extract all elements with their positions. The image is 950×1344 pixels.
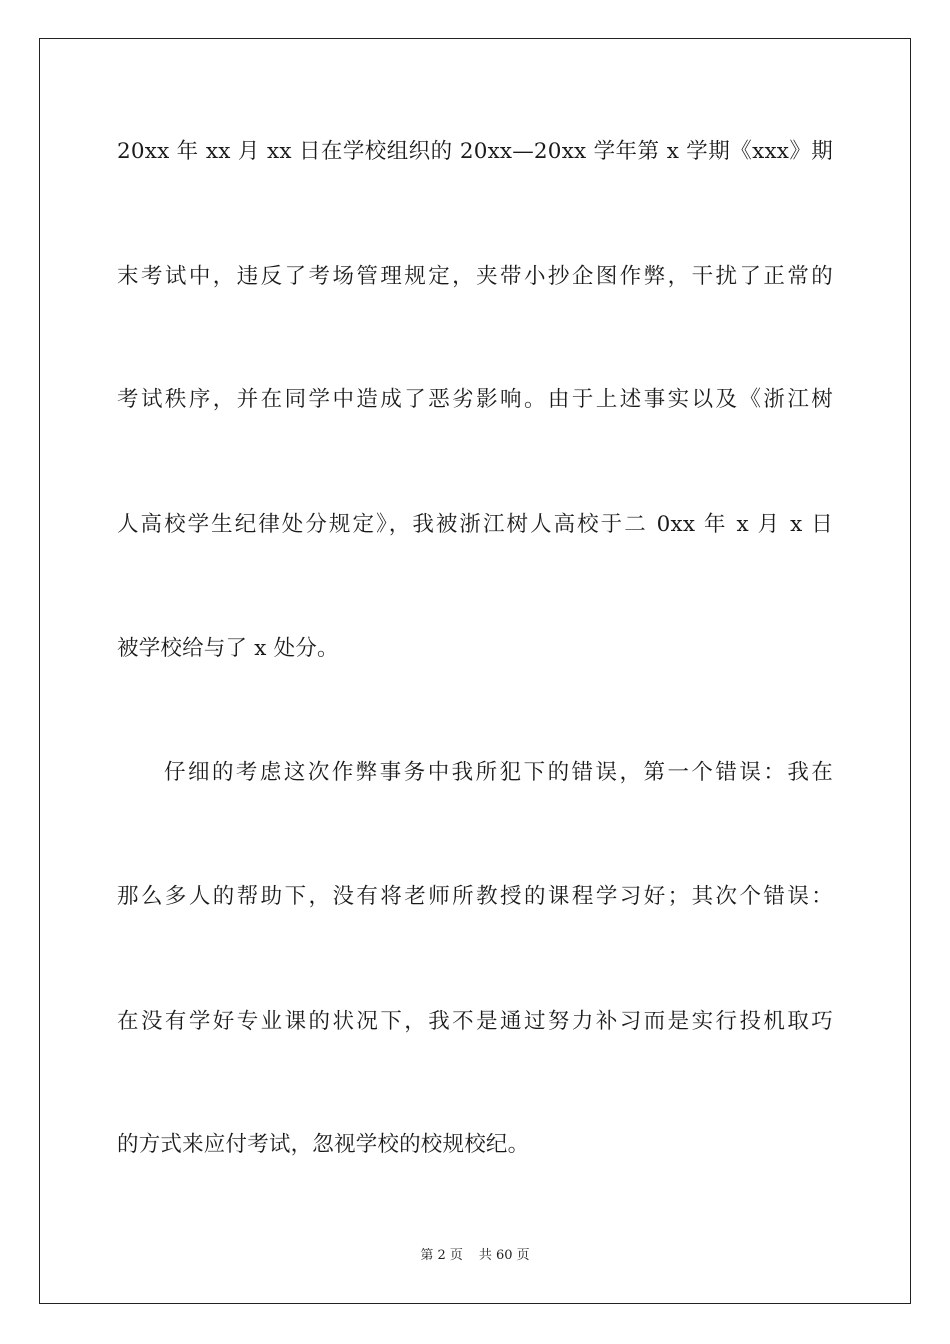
paragraph-line: 仔细的考虑这次作弊事务中我所犯下的错误，第一个错误：我在 bbox=[164, 760, 833, 785]
paragraph-line: 那么多人的帮助下，没有将老师所教授的课程学习好；其次个错误： bbox=[117, 884, 833, 909]
page-border bbox=[39, 38, 911, 1304]
page-footer bbox=[0, 1247, 950, 1265]
page-number: 第 2 页 bbox=[420, 1248, 463, 1263]
paragraph-line: 20xx 年 xx 月 xx 日在学校组织的 20xx—20xx 学年第 x 学期《xxx》期 bbox=[117, 139, 833, 164]
paragraph-line: 的方式来应付考试，忽视学校的校规校纪。 bbox=[117, 1132, 530, 1157]
paragraph-line: 在没有学好专业课的状况下，我不是通过努力补习而是实行投机取巧 bbox=[117, 1009, 833, 1034]
paragraph-line: 人高校学生纪律处分规定》，我被浙江树人高校于二 0xx 年 x 月 x 日 bbox=[117, 512, 833, 537]
paragraph-line: 考试秩序，并在同学中造成了恶劣影响。由于上述事实以及《浙江树 bbox=[117, 387, 833, 412]
page-total: 共 60 页 bbox=[478, 1248, 530, 1263]
paragraph-line: 被学校给与了 x 处分。 bbox=[117, 636, 339, 661]
paragraph-line: 末考试中，违反了考场管理规定，夹带小抄企图作弊，干扰了正常的 bbox=[117, 264, 833, 289]
